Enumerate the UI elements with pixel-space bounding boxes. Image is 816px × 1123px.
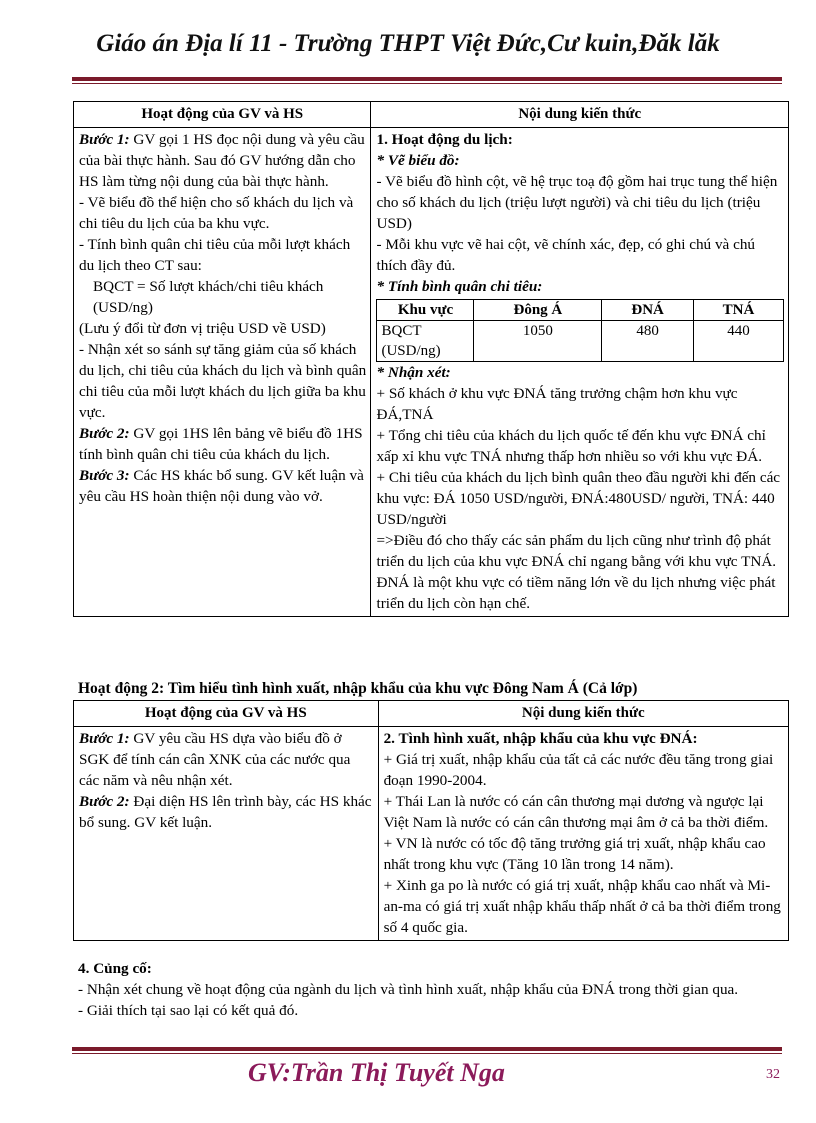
- chart-instruction-1: - Vẽ biểu đồ hình cột, vẽ hệ trục toạ độ gồm hai trục tung thể hiện cho số khách du lịch (triệu lượt người) và chi tiêu du lịch (triệu USD): [376, 173, 778, 232]
- inner-header-southeast-asia: ĐNÁ: [602, 300, 694, 321]
- step3-label: Bước 3:: [79, 467, 130, 484]
- draw-chart-subheading: * Vẽ biểu đồ:: [376, 152, 460, 169]
- left-line-c: - Nhận xét so sánh sự tăng giảm của số khách du lịch, chi tiêu của khách du lịch và bình quân chi tiêu của mỗi lượt khách du lịch giữa ba khu vực.: [79, 341, 367, 421]
- inner-header-east-asia: Đông Á: [474, 300, 602, 321]
- step1-text: GV gọi 1 HS đọc nội dung và yêu cầu của bài thực hành. Sau đó GV hướng dẫn cho HS làm từng nội dung của bài thực hành.: [79, 131, 365, 190]
- table1-col2-header: Nội dung kiến thức: [371, 102, 789, 128]
- comment-4: =>Điều đó cho thấy các sản phẩm du lịch cũng như trình độ phát triển du lịch của khu vực ĐNÁ chỉ ngang bằng với khu vực TNÁ. ĐNÁ là một khu vực có tiềm năng lớn về du lịch nhưng việc phát triển du lịch còn hạn chế.: [376, 532, 777, 612]
- comment-1: + Số khách ở khu vực ĐNÁ tăng trưởng chậm hơn khu vực ĐÁ,TNÁ: [376, 385, 738, 423]
- teacher-name: GV:Trần Thị Tuyết Nga: [248, 1058, 505, 1087]
- table2-left-cell: [74, 727, 379, 941]
- t2-step2-paragraph: [79, 791, 374, 833]
- step2-text: GV gọi 1HS lên bảng vẽ biểu đồ 1HS tính bình quân chi tiêu của khách du lịch.: [79, 425, 363, 463]
- page-number: 32: [766, 1067, 780, 1082]
- left-line-a: - Vẽ biểu đồ thể hiện cho số khách du lịch và chi tiêu du lịch của ba khu vực.: [79, 194, 354, 232]
- step2-label: Bước 2:: [79, 425, 130, 442]
- consolidation-heading: 4. Củng cố:: [78, 960, 152, 977]
- step3-text: Các HS khác bổ sung. GV kết luận và yêu cầu HS hoàn thiện nội dung vào vở.: [79, 467, 364, 505]
- t2-step2-text: Đại diện HS lên trình bày, các HS khác bổ sung. GV kết luận.: [79, 793, 372, 831]
- step1-label: Bước 1:: [79, 131, 130, 148]
- comment-2: + Tổng chi tiêu của khách du lịch quốc tế đến khu vực ĐNÁ chỉ xấp xỉ khu vực TNÁ nhưng thấp hơn nhiều so với khu vực ĐÁ.: [376, 427, 766, 465]
- activity1-table: [73, 101, 789, 617]
- inner-value-southeast-asia: 480: [602, 321, 694, 362]
- tourism-heading: 1. Hoạt động du lịch:: [376, 131, 513, 148]
- table1-col1-header: Hoạt động của GV và HS: [74, 102, 371, 128]
- step1-paragraph: [79, 129, 366, 192]
- inner-value-southwest-asia: 440: [694, 321, 784, 362]
- t2-step1-paragraph: [79, 728, 374, 791]
- t2-step2-label: Bước 2:: [79, 793, 130, 810]
- table2-right-cell: [378, 727, 788, 941]
- consolidation-section: [78, 958, 778, 1021]
- header-rule-thick: [72, 77, 782, 81]
- consolidation-line-2: - Giải thích tại sao lại có kết quả đó.: [78, 1002, 299, 1019]
- formula: BQCT = Số lượt khách/chi tiêu khách (USD/ng): [93, 278, 324, 316]
- left-line-b: - Tính bình quân chi tiêu của mỗi lượt khách du lịch theo CT sau:: [79, 236, 351, 274]
- consolidation-line-1: - Nhận xét chung về hoạt động của ngành du lịch và tình hình xuất, nhập khẩu của ĐNÁ trong thời gian qua.: [78, 981, 739, 998]
- average-spending-table: [376, 299, 784, 362]
- table2-col1-header: Hoạt động của GV và HS: [74, 701, 379, 727]
- activity2-table: [73, 700, 789, 941]
- page-header-title: Giáo án Địa lí 11 - Trường THPT Việt Đức,Cư kuin,Đăk lăk: [96, 30, 720, 57]
- t2-step1-label: Bước 1:: [79, 730, 130, 747]
- inner-header-southwest-asia: TNÁ: [694, 300, 784, 321]
- t2-step1-text: GV yêu cầu HS dựa vào biểu đồ ở SGK để tính cán cân XNK của các nước qua các năm và nêu nhận xét.: [79, 730, 351, 789]
- footer-rule-thin: [72, 1053, 782, 1054]
- trade-point-4: + Xinh ga po là nước có giá trị xuất, nhập khẩu cao nhất và Mi-an-ma có giá trị xuất nhập khẩu thấp nhất ở cả ba thời điểm trong số 4 quốc gia.: [383, 877, 781, 936]
- table2-col2-header: Nội dung kiến thức: [378, 701, 788, 727]
- table1-right-cell: [371, 128, 789, 617]
- trade-heading: 2. Tình hình xuất, nhập khẩu của khu vực ĐNÁ:: [383, 730, 698, 747]
- header-rule-thin: [72, 83, 782, 84]
- unit-note: (Lưu ý đổi từ đơn vị triệu USD về USD): [79, 320, 326, 337]
- inner-header-region: Khu vực: [377, 300, 474, 321]
- step2-paragraph: [79, 423, 366, 465]
- inner-value-east-asia: 1050: [474, 321, 602, 362]
- comment-subheading: * Nhận xét:: [376, 364, 451, 381]
- comment-3: + Chi tiêu của khách du lịch bình quân theo đầu người khi đến các khu vực: ĐÁ 1050 USD/người, ĐNÁ:480USD/ người, TNÁ: 440 USD/người: [376, 469, 781, 528]
- footer-rule-thick: [72, 1047, 782, 1051]
- activity2-title: Hoạt động 2: Tìm hiểu tình hình xuất, nhập khẩu của khu vực Đông Nam Á (Cả lớp): [78, 680, 638, 697]
- step3-paragraph: [79, 465, 366, 507]
- trade-point-3: + VN là nước có tốc độ tăng trưởng giá trị xuất, nhập khẩu cao nhất trong khu vực (Tăng 10 lần trong 14 năm).: [383, 835, 766, 873]
- chart-instruction-2: - Mỗi khu vực vẽ hai cột, vẽ chính xác, đẹp, có ghi chú và chú thích đầy đủ.: [376, 236, 756, 274]
- inner-row-label: BQCT (USD/ng): [377, 321, 474, 362]
- trade-point-1: + Giá trị xuất, nhập khẩu của tất cả các nước đều tăng trong giai đoạn 1990-2004.: [383, 751, 774, 789]
- table1-left-cell: [74, 128, 371, 617]
- trade-point-2: + Thái Lan là nước có cán cân thương mại dương và ngược lại Việt Nam là nước có cán cân thương mại âm ở cả ba thời điểm.: [383, 793, 769, 831]
- average-spending-subheading: * Tính bình quân chi tiêu:: [376, 278, 543, 295]
